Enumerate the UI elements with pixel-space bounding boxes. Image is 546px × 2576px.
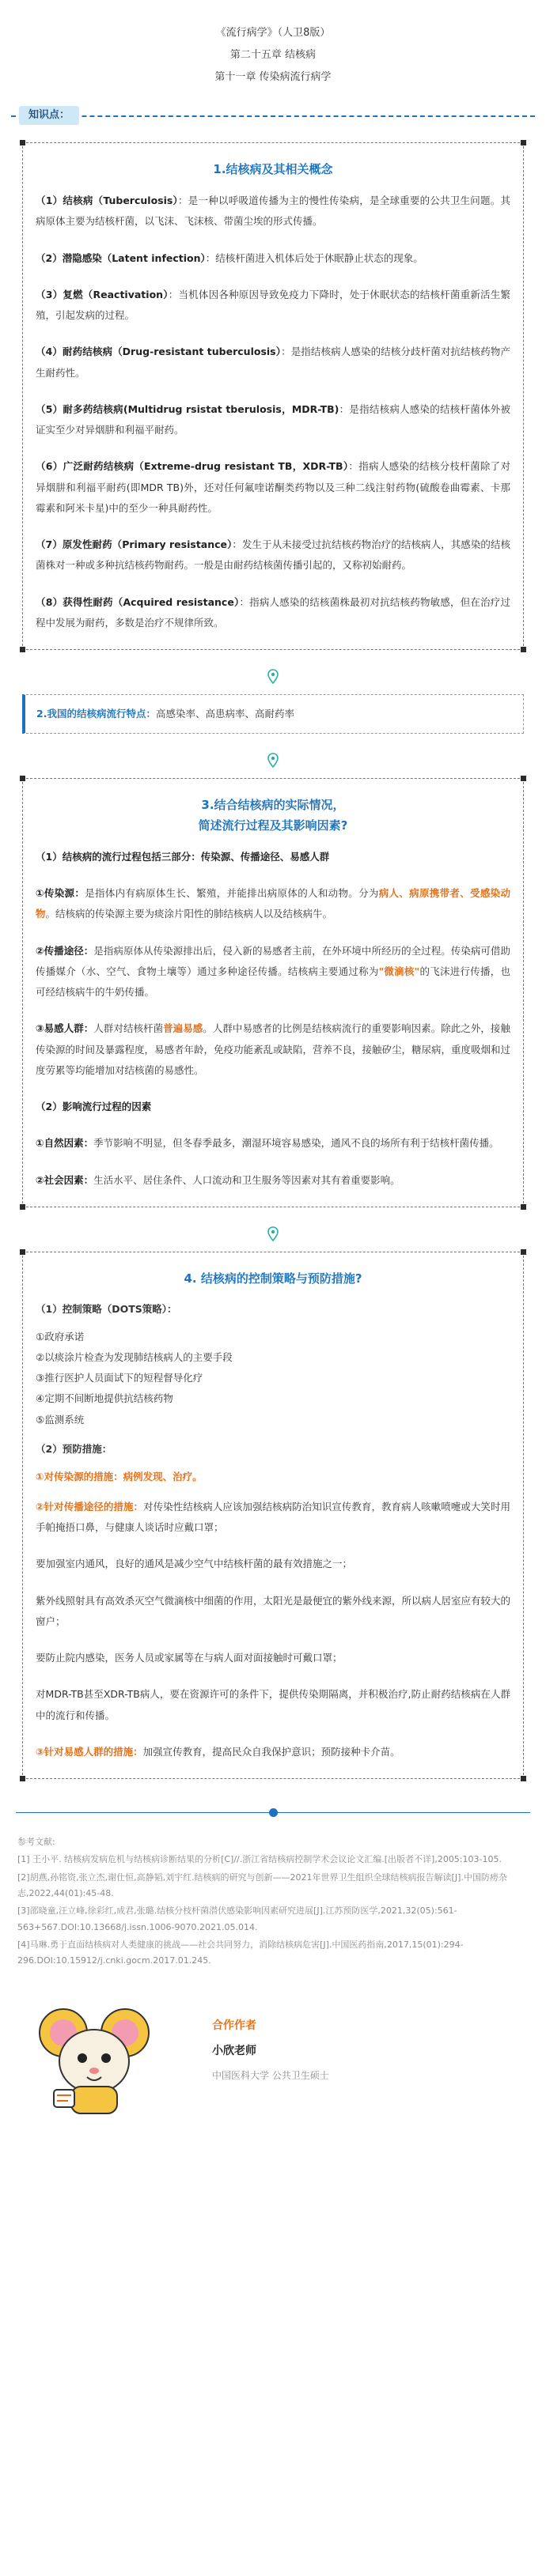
concept-item (36, 534, 510, 576)
concept-item (36, 342, 510, 383)
social-factor: ②社会因素：生活水平、居住条件、人口流动和卫生服务等因素对其有着重要影响。 (36, 1173, 400, 1186)
concept-item (36, 191, 510, 232)
natural-factor: ①自然因素：季节影响不明显，但冬春季最多，潮湿环境容易感染，通风不良的场所有利于结核杆菌传播。 (36, 1137, 499, 1150)
author-card (0, 1998, 546, 2125)
corner-mark (20, 140, 25, 145)
concept-def: ：指病人感染的结核菌株最初对抗结核药物敏感，但在治疗过程中发展为耐药，多数是治疗不规律所致。 (36, 595, 511, 629)
concept-term: （7）原发性耐药（Primary resistance） (36, 538, 233, 550)
prevention-heading: （2）预防措施： (36, 1442, 112, 1455)
epidemic-process-box (22, 778, 524, 1207)
corner-mark (521, 776, 526, 781)
author-name: 小欣老师 (212, 2045, 256, 2058)
corner-mark (521, 1204, 526, 1210)
dots-item: ②以痰涂片检查为发现肺结核病人的主要手段 (36, 1350, 233, 1363)
reference-item: [3]邵晓童,汪立峰,徐彩红,成君,张璐.结核分枝杆菌潜伏感染影响因素研究进展[J].江苏预防医学,2021,32(05):561-563+567.DOI:10.13668/j.issn.1006-9070.2021.05.014. (17, 1906, 457, 1932)
article-header (0, 0, 546, 89)
section-title: 第十一章 传染病流行病学 (214, 71, 332, 83)
author-affiliation: 中国医科大学 公共卫生硕士 (212, 2069, 329, 2081)
concept-def: ：发生于从未接受过抗结核药物治疗的结核病人，其感染的结核菌株对一种或多种抗结核药物耐药。一般是由耐药结核菌传播引起的，又称初始耐药。 (36, 538, 510, 572)
corner-mark (521, 1776, 526, 1781)
features-body: 高感染率、高患病率、高耐药率 (155, 708, 294, 720)
concept-item (36, 248, 510, 269)
dashed-divider (11, 115, 535, 117)
factors-heading: （2）影响流行过程的因素 (36, 1101, 152, 1112)
uv-measure: 紫外线照射具有高效杀灭空气微滴核中细菌的作用，太阳光是最便宜的紫外线来源，所以病人居室应有较大的窗户； (36, 1594, 511, 1627)
concept-item (36, 285, 510, 327)
dots-item: ③推行医护人员面试下的短程督导化疗 (36, 1372, 203, 1384)
epidemic-features-box (22, 694, 524, 734)
author-info (212, 2015, 329, 2085)
concept-item (36, 399, 510, 441)
concept-def: ：是指结核病人感染的结核分歧杆菌对抗结核药物产生耐药性。 (36, 346, 510, 379)
process-title-line2: 简述流行过程及其影响因素? (198, 818, 348, 833)
references (17, 1834, 529, 1970)
corner-mark (20, 1249, 25, 1255)
process-heading: （1）结核病的流行过程包括三部分：传染源、传播途径、易感人群 (36, 850, 330, 863)
mask-measure: 要防止院内感染，医务人员或家属等在与病人面对面接触时可戴口罩； (36, 1652, 343, 1664)
section-divider (16, 1807, 530, 1819)
location-pin-icon (0, 1226, 546, 1244)
source-measures: ①对传染源的措施：病例发现、治疗。 (36, 1470, 203, 1483)
concept-def: ：是一种以呼吸道传播为主的慢性传染病，是全球重要的公共卫生问题。其病原体主要为结核杆菌，以飞沫、飞沫核、带菌尘埃的形式传播。 (36, 195, 510, 228)
concept-def: ：指病人感染的结核分枝杆菌除了对异烟肼和利福平耐药(即MDR TB)外，还对任何氟喹诺酮类药物以及三种二线注射药物(硫酸卷曲霉素、卡那霉素和阿米卡星)中的至少一种具耐药性。 (36, 460, 510, 514)
reference-item: [2]胡燕,孙铭资,张立杰,谢仕恒,高静韬,刘宇红.结核病的研究与创新——2021年世界卫生组织全球结核病报告解读[J].中国防痨杂志,2022,44(01):45-48. (17, 1872, 507, 1899)
features-title: 2.我国的结核病流行特点： (36, 708, 156, 720)
dots-item: ①政府承诺 (36, 1330, 85, 1343)
process-title (36, 795, 510, 836)
corner-mark (20, 1204, 25, 1210)
concept-def: ：当机体因各种原因导致免疫力下降时，处于休眠状态的结核杆菌重新活生繁殖，引起发病的过程。 (36, 288, 510, 321)
concept-term: （3）复燃（Reactivation） (36, 288, 169, 300)
mascot-avatar (22, 1998, 157, 2117)
chapter-title: 第二十五章 结核病 (229, 49, 317, 61)
knowledge-tag: 知识点： (19, 106, 79, 125)
corner-mark (521, 1249, 526, 1255)
concept-item (36, 592, 510, 634)
reference-item: [1] 王小平. 结核病发病危机与结核病诊断结果的分析[C]//.浙江省结核病控制学术会议论文汇编.[出版者不详],2005:103-105. (17, 1854, 502, 1865)
ventilation-measure: 要加强室内通风，良好的通风是减少空气中结核杆菌的最有效措施之一； (36, 1558, 353, 1570)
concept-def: ：结核杆菌进入机体后处于休眠静止状态的现象。 (205, 251, 423, 264)
concept-term: （5）耐多药结核病(Multidrug rsistat tberulosis，MDR-TB) (36, 402, 339, 415)
corner-mark (521, 140, 526, 145)
location-pin-icon (0, 669, 546, 686)
concept-term: （6）广泛耐药结核病（Extreme-drug resistant TB，XDR-TB） (36, 460, 349, 473)
author-role: 合作作者 (212, 2019, 256, 2032)
isolation-measure: 对MDR-TB甚至XDR-TB病人，要在资源许可的条件下，提供传染期隔离，并积极治疗,防止耐药结核病在人群中的流行和传播。 (36, 1688, 510, 1721)
dots-heading: （1）控制策略（DOTS策略）： (36, 1302, 177, 1315)
book-title: 《流行病学》（人卫8版） (215, 27, 331, 39)
control-strategy-box (22, 1252, 524, 1779)
dots-item: ④定期不间断地提供抗结核药物 (36, 1392, 173, 1405)
transmission-route: ②传播途径：是指病原体从传染源排出后，侵入新的易感者主前，在外环境中所经历的全过程。传染病可借助传播媒介（水、空气、食物土壤等）通过多种途径传播。结核病主要通过称为"微滴核"的飞沫进行传播，也可经结核病牛的牛奶传播。 (36, 944, 510, 998)
highlight-text: 病人、病原携带者、受感染动物 (36, 887, 510, 920)
corner-mark (20, 1776, 25, 1781)
highlight-text: "微滴核" (378, 965, 420, 977)
highlight-text: 普遍易感 (163, 1022, 203, 1035)
control-title: 4. 结核病的控制策略与预防措施? (184, 1271, 362, 1286)
corner-mark (521, 647, 526, 652)
process-title-line1: 3.结合结核病的实际情况， (201, 797, 345, 812)
knowledge-bar (11, 106, 535, 127)
infection-source: ①传染源：是指体内有病原体生长、繁殖，并能排出病原体的人和动物。分为病人、病原携带者、受感染动物。结核病的传染源主要为痰涂片阳性的肺结核病人以及结核病牛。 (36, 887, 510, 920)
concept-def: ：是指结核病人感染的结核杆菌体外被证实至少对异烟肼和利福平耐药。 (36, 402, 510, 436)
corner-mark (20, 776, 25, 781)
concept-term: （2）潜隐感染（Latent infection） (36, 251, 206, 264)
concepts-box (22, 142, 524, 650)
location-pin-icon (0, 753, 546, 770)
susceptible-measures: ③针对易感人群的措施：加强宣传教育，提高民众自我保护意识；预防接种卡介苗。 (36, 1745, 400, 1758)
concept-term: （8）获得性耐药（Acquired resistance） (36, 595, 240, 608)
reference-item: [4]马琳.勇于直面结核病对人类健康的挑战——社会共同努力，消除结核病危害[J].中国医药指南,2017,15(01):294-296.DOI:10.15912/j.cnki.gocm.2017.01.245. (17, 1940, 464, 1966)
concept-term: （4）耐药结核病（Drug-resistant tuberculosis） (36, 346, 282, 358)
corner-mark (20, 647, 25, 652)
concepts-title: 1.结核病及其相关概念 (213, 162, 333, 176)
concept-term: （1）结核病（Tuberculosis） (36, 195, 179, 206)
route-measures: ②针对传播途径的措施：对传染性结核病人应该加强结核病防治知识宣传教育，教育病人咳嗽喷嚏或大笑时用手帕掩捂口鼻，与健康人谈话时应戴口罩； (36, 1500, 510, 1533)
susceptible-population: ③易感人群：人群对结核杆菌普遍易感。人群中易感者的比例是结核病流行的重要影响因素。除此之外，接触传染源的时间及暴露程度，易感者年龄，免疫功能紊乱或缺陷，营养不良，接触矽尘，糖尿病，重度吸烟和过度劳累等均能增加对结核菌的易感性。 (36, 1022, 511, 1076)
concept-item (36, 456, 510, 519)
dots-item: ⑤监测系统 (36, 1413, 85, 1426)
references-label: 参考文献: (17, 1837, 55, 1847)
